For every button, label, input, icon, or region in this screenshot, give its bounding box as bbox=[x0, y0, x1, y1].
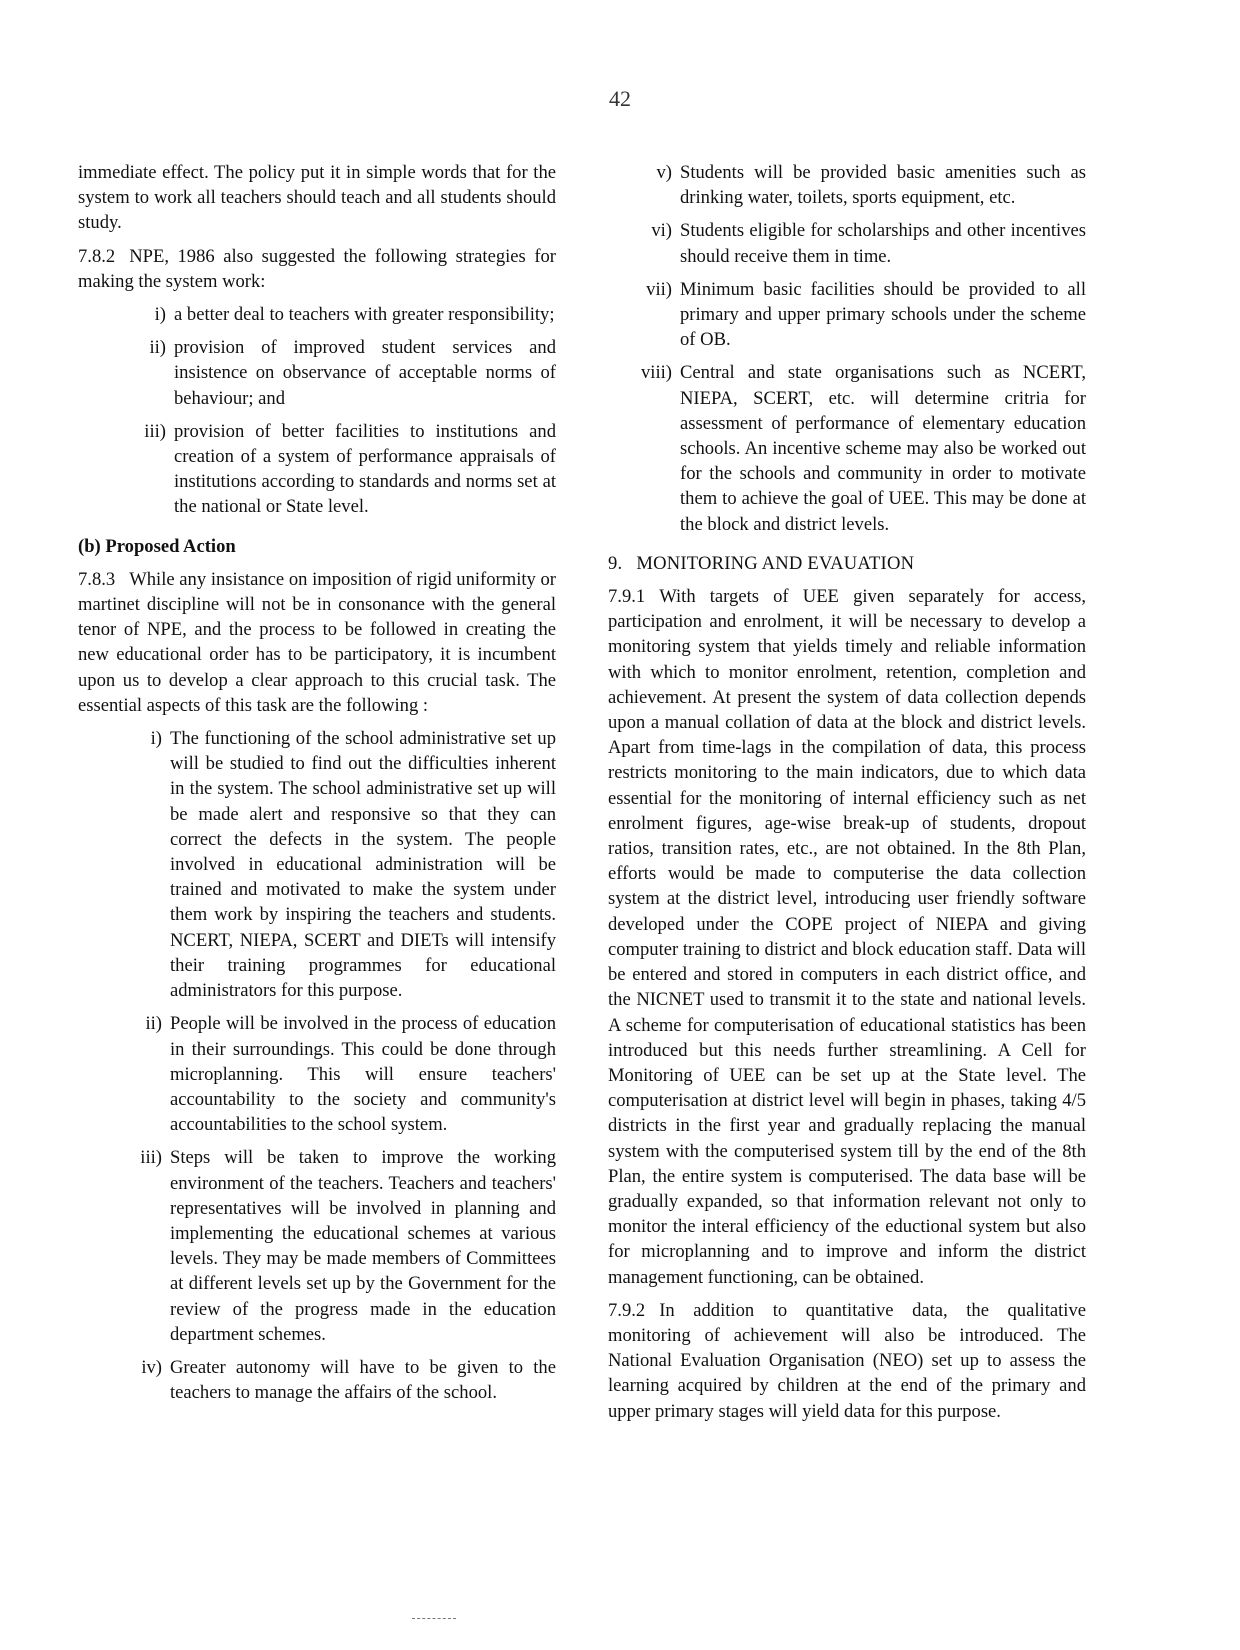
right-column bbox=[608, 160, 1086, 1432]
list-item-text: Students will be provided basic amenities such as drinking water, toilets, sports equipment, etc. bbox=[680, 162, 1086, 209]
list-item-text: provision of better facilities to institutions and creation of a system of performance appraisals of institutions according to standards and norms set at the national or State level. bbox=[174, 420, 556, 518]
paragraph-number: 7.8.3 bbox=[78, 568, 116, 590]
paragraph-text: NPE, 1986 also suggested the following strategies for making the system work: bbox=[78, 245, 556, 292]
footer-rule bbox=[412, 1618, 456, 1619]
paragraph-text: In addition to quantitative data, the qualitative monitoring of achievement will also be introduced. The National Evaluation Organisation (NEO) set up to assess the learning acquired by children at the end of the primary and upper primary stages will yield data for this purpose. bbox=[608, 1299, 1086, 1422]
list-item bbox=[78, 419, 556, 520]
list-item bbox=[78, 726, 556, 1003]
list-marker: iii) bbox=[144, 420, 166, 442]
list-item-text: The functioning of the school administrative set up will be studied to find out the difficulties inherent in the system. The school administrative set up will be made alert and responsive so that they can correct the defects in the system. The people involved in educational administration will be trained and motivated to make the system under them work by inspiring the teachers and students. NCERT, NIEPA, SCERT and DIETs will intensify their training programmes for educational administrators for this purpose. bbox=[170, 728, 556, 1002]
list-marker: iv) bbox=[141, 1356, 162, 1378]
paragraph-7-9-2 bbox=[608, 1298, 1086, 1424]
list-item bbox=[608, 277, 1086, 353]
list-marker: viii) bbox=[641, 362, 672, 384]
paragraph-7-9-1 bbox=[608, 584, 1086, 1290]
paragraph-text: While any insistance on imposition of rigid uniformity or martinet discipline will not be in consonance with the general tenor of NPE, and the process to be followed in creating the new educational order has to be participatory, it is incumbent upon us to develop a clear approach to this crucial task. The essential aspects of this task are the following : bbox=[78, 568, 556, 716]
list-item bbox=[608, 360, 1086, 536]
list-item-text: provision of improved student services and insistence on observance of acceptable norms of behaviour; and bbox=[174, 337, 556, 409]
list-marker: ii) bbox=[149, 337, 166, 359]
section-title: MONITORING AND EVAUATION bbox=[636, 552, 915, 574]
list-item-text: Minimum basic facilities should be provided to all primary and upper primary schools under the scheme of OB. bbox=[680, 278, 1086, 351]
list-item-text: Central and state organisations such as NCERT, NIEPA, SCERT, etc. will determine critria for assessment of performance of elementary education schools. An incentive scheme may also be worked out for the schools and community in order to motivate them to achieve the goal of UEE. This may be done at the block and district levels. bbox=[680, 362, 1086, 535]
paragraph-number: 7.9.1 bbox=[608, 586, 646, 608]
list-item bbox=[78, 1011, 556, 1137]
list-marker: i) bbox=[154, 304, 166, 326]
list-item-text: People will be involved in the process of education in their surroundings. This could be done through microplanning. This will ensure teachers' accountability to the society and community's accountabilities to the school system. bbox=[170, 1013, 556, 1136]
paragraph-text: With targets of UEE given separately for access, participation and enrolment, it will be necessary to develop a monitoring system that yields timely and reliable information with which to monitor enrolment, retention, completion and achievement. At present the system of data collection depends upon a manual collation of data at the block and district levels. Apart from time-lags in the compilation of data, this process restricts monitoring to the main indicators, due to which data essential for the monitoring of internal efficiency such as net enrolment figures, age-wise break-up of students, dropout ratios, transition rates, etc., are not obtained. In the 8th Plan, efforts would be made to computerise the data collection system at the district level, introducing user friendly software developed under the COPE project of NIEPA and giving computer training to district and block education staff. Data will be entered and stored in computers in each district office, and the NICNET used to transmit it to the state and national levels. A scheme for computerisation of educational statistics has been introduced but this needs further streamlining. A Cell for Monitoring of UEE can be set up at the State level. The computerisation at district level will begin in phases, taking 4/5 districts in the first year and gradually replacing the manual system with the computerised system till by the end of the 8th Plan, the entire system is computerised. The data base will be gradually expanded, so that information relevant not only to monitor the interal efficiency of the eductional system but also for microplanning and to improve and inform the district management functioning, can be obtained. bbox=[608, 586, 1086, 1288]
list-marker: iii) bbox=[140, 1147, 162, 1169]
paragraph-7-8-2 bbox=[78, 244, 556, 294]
list-item-text: a better deal to teachers with greater responsibility; bbox=[174, 304, 555, 326]
paragraph-number: 7.9.2 bbox=[608, 1299, 646, 1321]
list-marker: i) bbox=[150, 728, 162, 750]
section-number: 9. bbox=[608, 552, 623, 574]
list-marker: v) bbox=[656, 162, 672, 183]
list-marker: vi) bbox=[651, 220, 672, 242]
paragraph-number: 7.8.2 bbox=[78, 245, 116, 267]
continued-aspect-list bbox=[608, 160, 1086, 537]
list-item bbox=[608, 160, 1086, 210]
intro-paragraph: immediate effect. The policy put it in simple words that for the system to work all teachers should teach and all students should study. bbox=[78, 162, 556, 234]
list-item-text: Greater autonomy will have to be given to the teachers to manage the affairs of the school. bbox=[170, 1356, 556, 1404]
list-item-text: Students eligible for scholarships and other incentives should receive them in time. bbox=[680, 220, 1086, 267]
section-heading-monitoring bbox=[608, 551, 1086, 576]
list-item-text: Steps will be taken to improve the working environment of the teachers. Teachers and teachers' representatives will be involved in planning and implementing the educational schemes at various levels. They may be made members of Committees at different levels set up by the Government for the review of the progress made in the education department schemes. bbox=[170, 1147, 556, 1345]
list-item bbox=[78, 335, 556, 411]
paragraph-7-8-3 bbox=[78, 567, 556, 718]
left-column bbox=[78, 160, 556, 1413]
list-marker: ii) bbox=[145, 1013, 162, 1035]
aspect-list bbox=[78, 726, 556, 1405]
list-item bbox=[78, 1145, 556, 1347]
strategy-list bbox=[78, 302, 556, 520]
section-heading-proposed-action: (b) Proposed Action bbox=[78, 535, 236, 557]
page-number: 42 bbox=[609, 86, 631, 111]
list-item bbox=[78, 302, 556, 327]
list-item bbox=[78, 1355, 556, 1405]
list-marker: vii) bbox=[646, 278, 672, 300]
list-item bbox=[608, 218, 1086, 268]
